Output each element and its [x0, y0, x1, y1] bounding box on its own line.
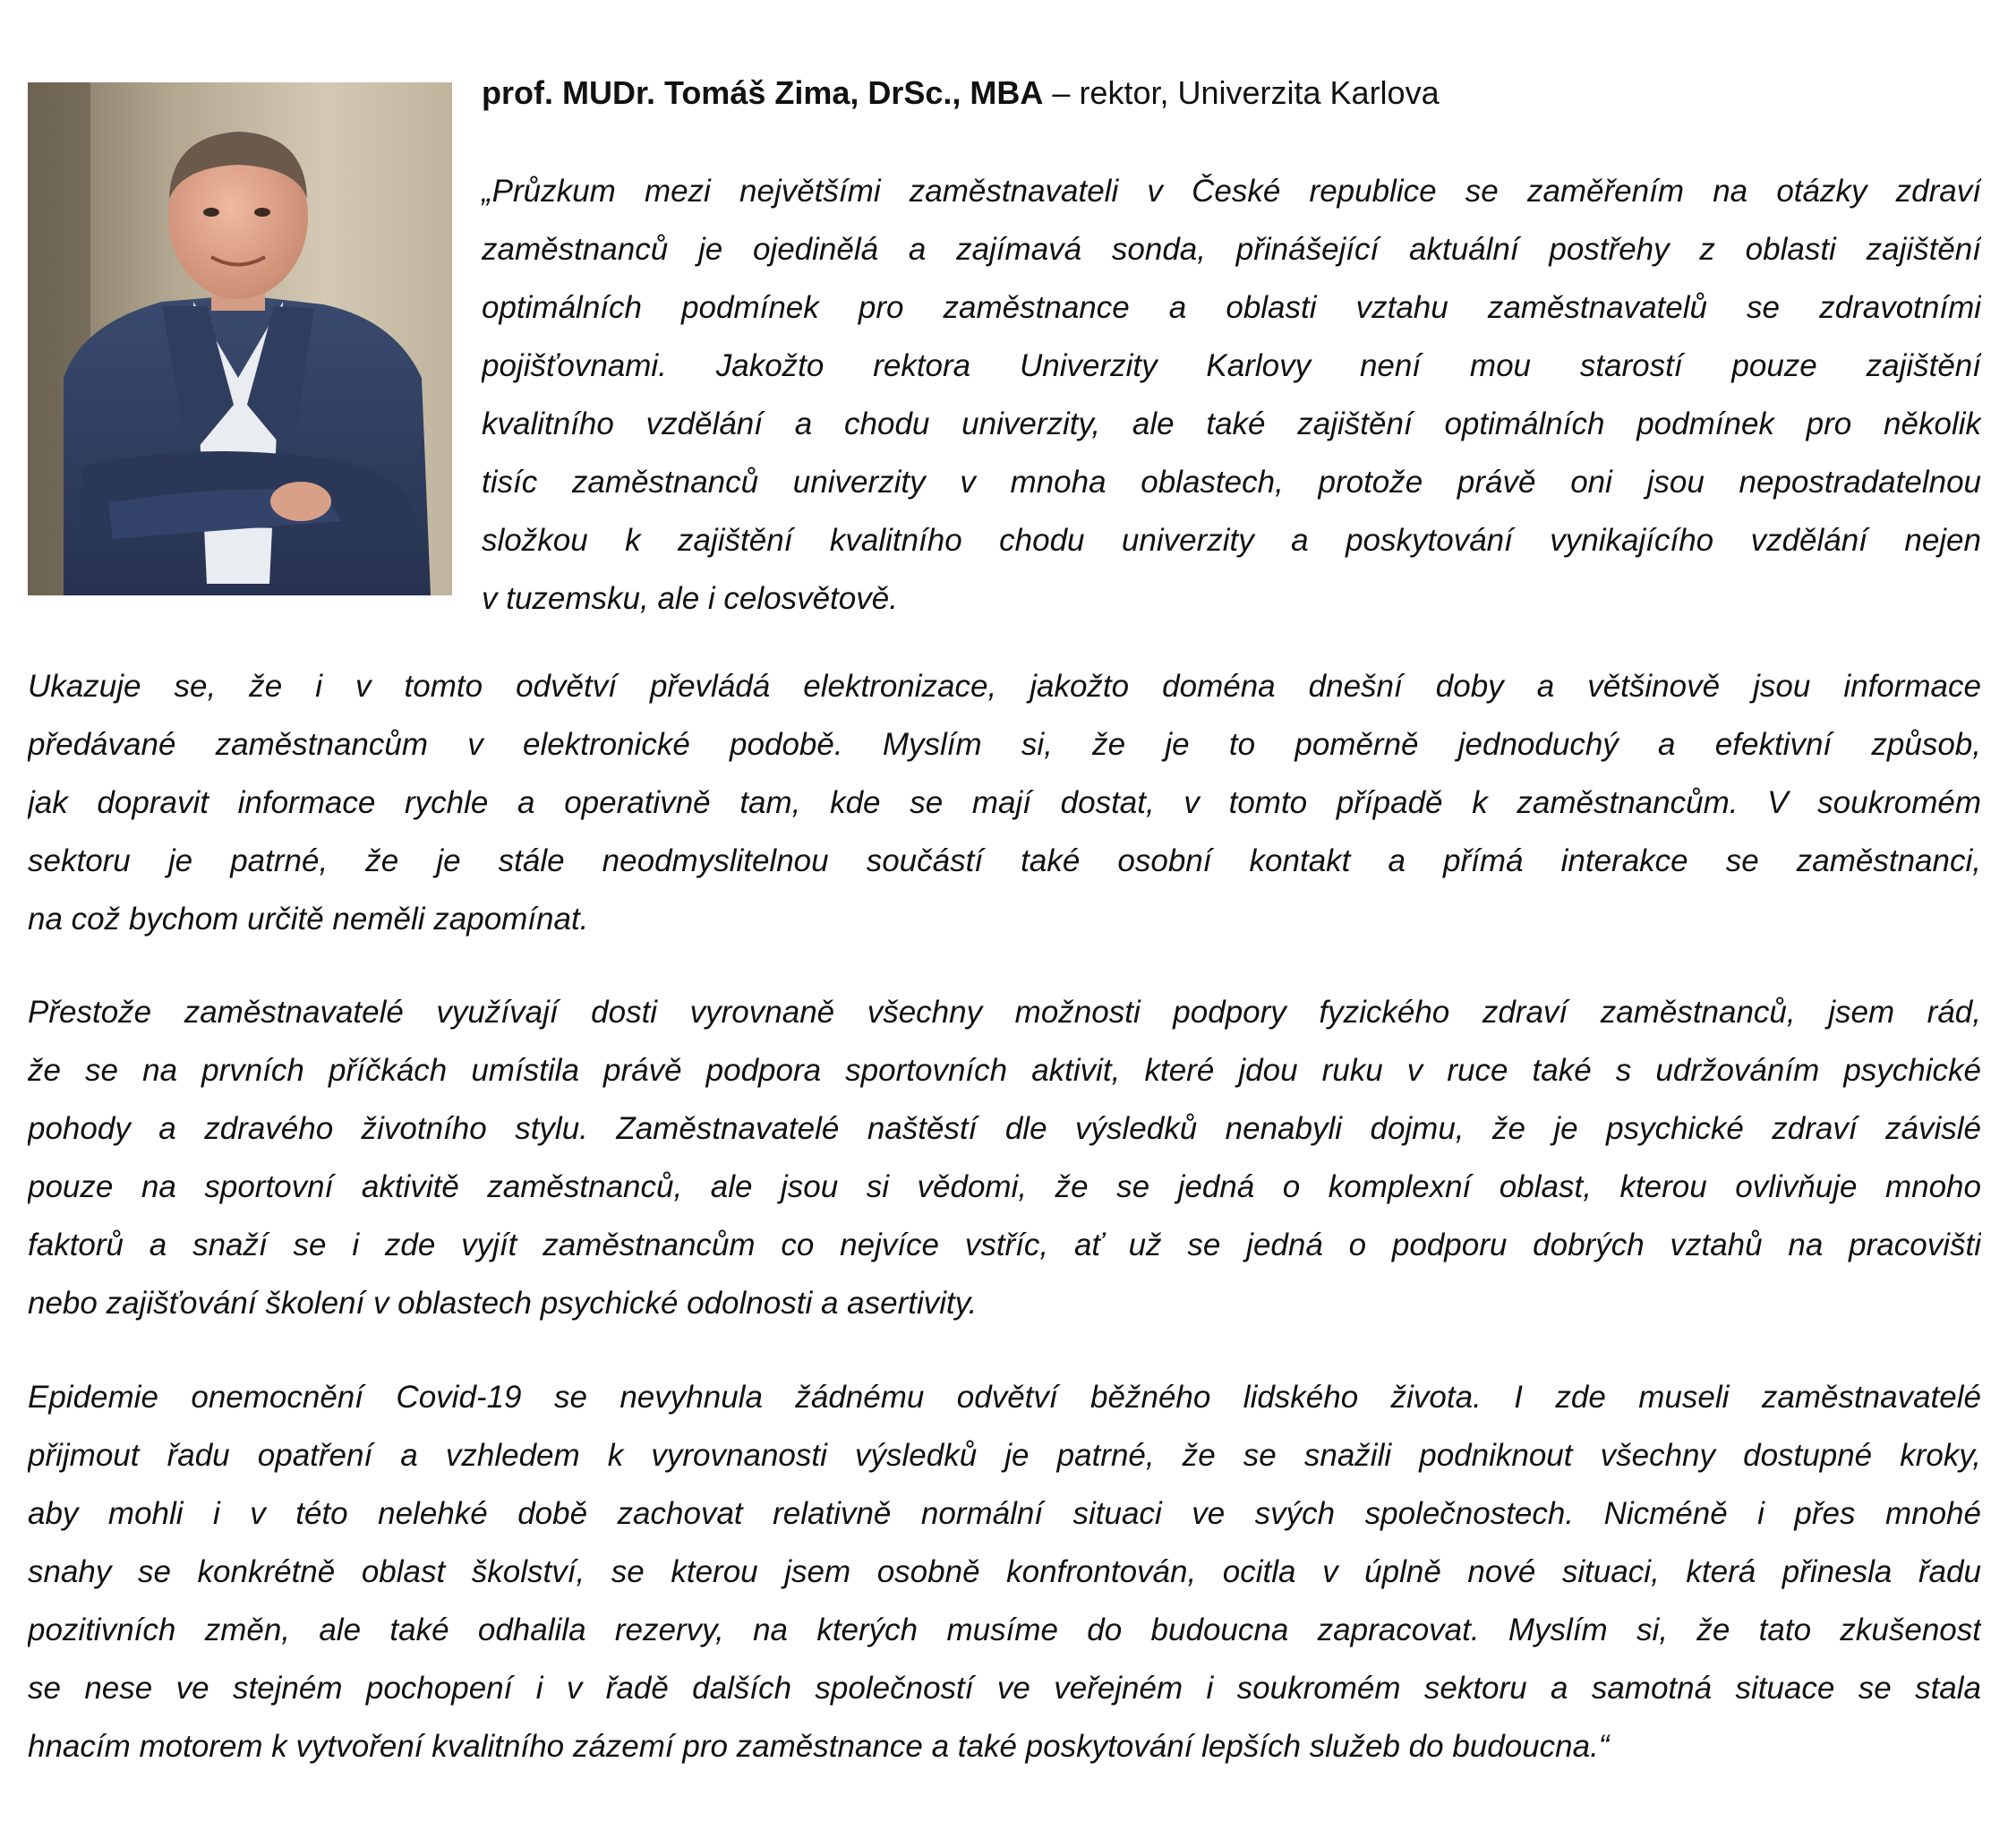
quote-line: složkou k zajištění kvalitního chodu univerzity a poskytování vynikajícího vzdělání nejen	[482, 523, 1981, 558]
quote-intro	[482, 162, 1981, 628]
author-header	[482, 70, 1981, 116]
paragraph-1	[28, 657, 1981, 948]
quote-line: v tuzemsku, ale i celosvětově.	[482, 581, 898, 616]
quote-line: tisíc zaměstnanců univerzity v mnoha oblastech, protože právě oni jsou nepostradatelnou	[482, 465, 1981, 500]
paragraph-line: faktorů a snaží se i zde vyjít zaměstnancům co nejvíce vstříc, ať už se jedná o podporu dobrých vztahů na pracovišti	[28, 1228, 1981, 1262]
paragraph-line: předávané zaměstnancům v elektronické podobě. Myslím si, že je to poměrně jednoduchý a efektivní způsob,	[28, 727, 1981, 762]
paragraph-2	[28, 983, 1981, 1332]
author-title: – rektor, Univerzita Karlova	[1043, 74, 1440, 111]
paragraph-line: Ukazuje se, že i v tomto odvětví převládá elektronizace, jakožto doména dnešní doby a většinově jsou informace	[28, 669, 1981, 704]
paragraph-line: se nese ve stejném pochopení i v řadě dalších společností ve veřejném i soukromém sektoru a samotná situace se stala	[28, 1671, 1981, 1706]
author-name: prof. MUDr. Tomáš Zima, DrSc., MBA	[482, 74, 1044, 111]
paragraph-line: sektoru je patrné, že je stále neodmyslitelnou součástí také osobní kontakt a přímá interakce se zaměstnanci,	[28, 843, 1981, 878]
paragraph-line: aby mohli i v této nelehké době zachovat relativně normální situaci ve svých společnostech. Nicméně i přes mnohé	[28, 1496, 1981, 1531]
paragraph-line: snahy se konkrétně oblast školství, se kterou jsem osobně konfrontován, ocitla v úplně nové situaci, která přinesla řadu	[28, 1554, 1981, 1589]
portrait-photo	[28, 82, 452, 595]
paragraph-line: jak dopravit informace rychle a operativně tam, kde se mají dostat, v tomto případě k zaměstnancům. V soukromém	[28, 785, 1981, 820]
paragraph-line: hnacím motorem k vytvoření kvalitního zázemí pro zaměstnance a také poskytování lepších služeb do budoucna.“	[28, 1729, 1610, 1764]
paragraph-line: že se na prvních příčkách umístila právě podpora sportovních aktivit, které jdou ruku v ruce také s udržováním psychické	[28, 1053, 1981, 1088]
paragraph-line: Epidemie onemocnění Covid-19 se nevyhnula žádnému odvětví běžného lidského života. I zde museli zaměstnavatelé	[28, 1380, 1981, 1415]
paragraph-line: pozitivních změn, ale také odhalila rezervy, na kterých musíme do budoucna zapracovat. Myslím si, že tato zkušenost	[28, 1613, 1981, 1647]
quote-line: pojišťovnami. Jakožto rektora Univerzity Karlovy není mou starostí pouze zajištění	[482, 348, 1981, 383]
quote-line: optimálních podmínek pro zaměstnance a oblasti vztahu zaměstnavatelů se zdravotními	[482, 290, 1981, 325]
paragraph-3	[28, 1368, 1981, 1775]
paragraph-line: na což bychom určitě neměli zapomínat.	[28, 902, 589, 937]
paragraph-line: přijmout řadu opatření a vzhledem k vyrovnanosti výsledků je patrné, že se snažili podniknout všechny dostupné kroky,	[28, 1438, 1981, 1473]
paragraph-line: Přestože zaměstnavatelé využívají dosti vyrovnaně všechny možnosti podpory fyzického zdraví zaměstnanců, jsem rád,	[28, 995, 1981, 1030]
portrait-image	[28, 82, 452, 595]
paragraph-line: pouze na sportovní aktivitě zaměstnanců, ale jsou si vědomi, že se jedná o komplexní oblast, kterou ovlivňuje mnoho	[28, 1169, 1981, 1204]
paragraph-line: pohody a zdravého životního stylu. Zaměstnavatelé naštěstí dle výsledků nenabyli dojmu, že je psychické zdraví závislé	[28, 1111, 1981, 1146]
quote-line: zaměstnanců je ojedinělá a zajímavá sonda, přinášející aktuální postřehy z oblasti zajištění	[482, 232, 1981, 267]
quote-line: kvalitního vzdělání a chodu univerzity, ale také zajištění optimálních podmínek pro několik	[482, 406, 1981, 441]
quote-line: „Průzkum mezi největšími zaměstnavateli v České republice se zaměřením na otázky zdraví	[482, 174, 1981, 209]
paragraph-line: nebo zajišťování školení v oblastech psychické odolnosti a asertivity.	[28, 1286, 978, 1321]
